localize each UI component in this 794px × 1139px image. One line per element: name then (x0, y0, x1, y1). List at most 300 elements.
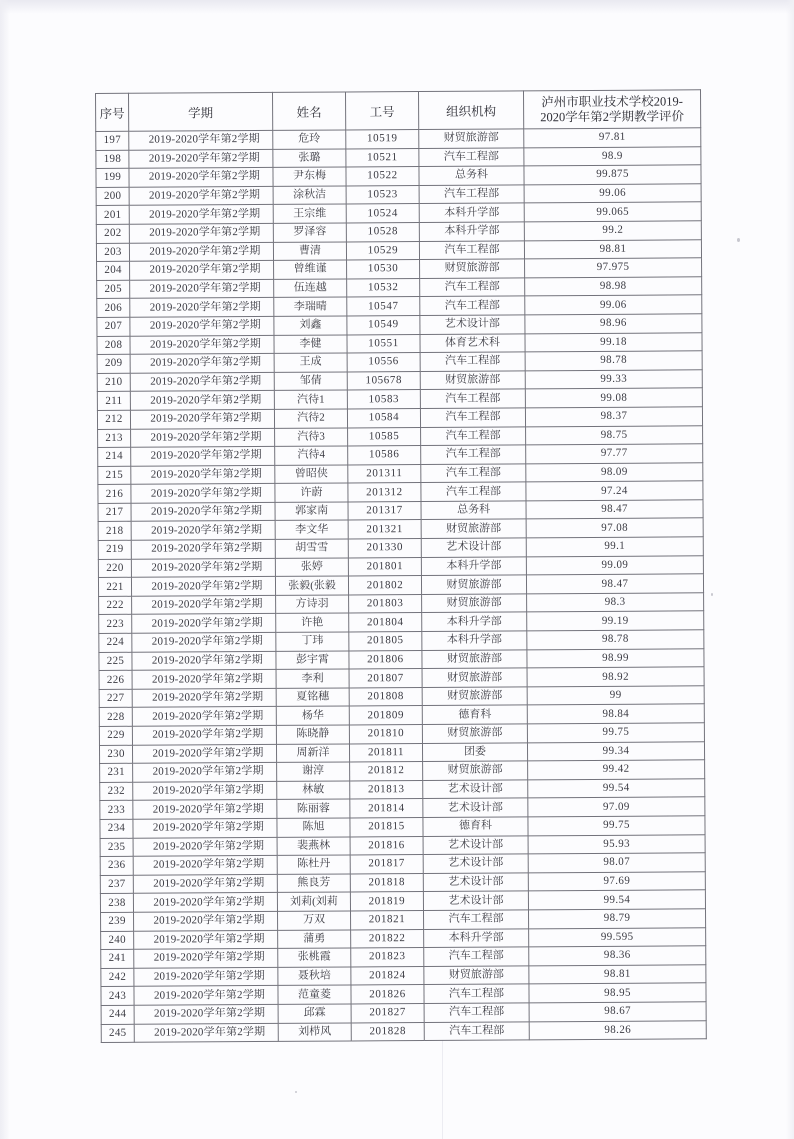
cell-semester: 2019-2020学年第2学期 (134, 930, 278, 949)
cell-id: 201812 (350, 762, 423, 781)
cell-id: 201815 (350, 817, 423, 836)
cell-id: 201805 (349, 632, 422, 651)
cell-name: 刘鑫 (274, 316, 347, 335)
cell-semester: 2019-2020学年第2学期 (133, 837, 277, 856)
cell-semester: 2019-2020学年第2学期 (129, 223, 273, 242)
cell-id: 201806 (349, 650, 422, 669)
cell-semester: 2019-2020学年第2学期 (131, 502, 275, 521)
cell-no: 232 (100, 782, 133, 801)
cell-name: 彭宇霄 (276, 651, 349, 670)
cell-id: 10524 (346, 204, 419, 223)
cell-id: 10547 (347, 297, 420, 316)
cell-score: 99.42 (528, 760, 705, 780)
cell-id: 201312 (348, 483, 421, 502)
cell-score: 98.79 (528, 909, 705, 929)
cell-score: 97.24 (526, 481, 703, 501)
cell-semester: 2019-2020学年第2学期 (131, 577, 275, 596)
table-header (96, 90, 701, 132)
cell-name: 罗泽容 (273, 223, 346, 242)
cell-score: 99.19 (527, 611, 704, 631)
cell-semester: 2019-2020学年第2学期 (133, 781, 277, 800)
cell-org: 财贸旅游部 (422, 594, 527, 613)
table-row (101, 1020, 706, 1042)
cell-semester: 2019-2020学年第2学期 (133, 800, 277, 819)
cell-no: 222 (99, 596, 132, 615)
cell-semester: 2019-2020学年第2学期 (129, 186, 273, 205)
cell-id: 201317 (348, 501, 421, 520)
cell-no: 211 (97, 392, 130, 411)
cell-score: 98.78 (525, 351, 702, 371)
cell-org: 财贸旅游部 (420, 259, 525, 278)
cell-org: 汽车工程部 (423, 910, 528, 929)
cell-org: 德育科 (422, 705, 527, 724)
cell-semester: 2019-2020学年第2学期 (132, 744, 276, 763)
cell-name: 郭家南 (275, 502, 348, 521)
cell-score: 99.54 (528, 779, 705, 799)
cell-org: 财贸旅游部 (424, 966, 529, 985)
scan-edge-top (0, 0, 794, 14)
cell-semester: 2019-2020学年第2学期 (131, 484, 275, 503)
cell-org: 财贸旅游部 (422, 687, 527, 706)
cell-id: 10523 (346, 185, 419, 204)
cell-semester: 2019-2020学年第2学期 (134, 949, 278, 968)
cell-semester: 2019-2020学年第2学期 (134, 1004, 278, 1023)
cell-no: 228 (99, 708, 132, 727)
cell-org: 汽车工程部 (424, 1003, 529, 1022)
cell-semester: 2019-2020学年第2学期 (134, 911, 278, 930)
cell-id: 201823 (351, 948, 424, 967)
cell-semester: 2019-2020学年第2学期 (129, 205, 273, 224)
cell-id: 10583 (347, 390, 420, 409)
cell-score: 99.75 (528, 816, 705, 836)
cell-no: 209 (97, 354, 130, 373)
cell-semester: 2019-2020学年第2学期 (134, 967, 278, 986)
cell-score: 97.09 (528, 797, 705, 817)
cell-no: 215 (98, 466, 131, 485)
cell-name: 邹倩 (274, 372, 347, 391)
cell-org: 财贸旅游部 (422, 649, 527, 668)
cell-score: 98.78 (527, 630, 704, 650)
cell-no: 197 (96, 131, 129, 150)
cell-score: 98.81 (529, 965, 706, 985)
cell-no: 230 (99, 745, 132, 764)
cell-no: 199 (96, 168, 129, 187)
cell-id: 201822 (351, 929, 424, 948)
cell-score: 98.96 (525, 314, 702, 334)
cell-name: 陈杜丹 (277, 855, 350, 874)
cell-org: 本科升学部 (419, 203, 524, 222)
cell-id: 201826 (351, 985, 424, 1004)
cell-org: 财贸旅游部 (423, 761, 528, 780)
cell-org: 艺术设计部 (421, 538, 526, 557)
cell-org: 体育艺术科 (420, 333, 525, 352)
cell-name: 汽待3 (275, 427, 348, 446)
cell-org: 汽车工程部 (424, 984, 529, 1003)
cell-score: 98.3 (527, 593, 704, 613)
cell-org: 汽车工程部 (421, 464, 526, 483)
cell-name: 周新洋 (276, 744, 349, 763)
cell-id: 10521 (346, 148, 419, 167)
cell-semester: 2019-2020学年第2学期 (131, 521, 275, 540)
cell-name: 林敏 (277, 781, 350, 800)
cell-name: 夏铭穗 (276, 688, 349, 707)
cell-no: 218 (98, 522, 131, 541)
cell-name: 刘栉风 (278, 1022, 351, 1041)
cell-semester: 2019-2020学年第2学期 (133, 818, 277, 837)
cell-no: 205 (97, 280, 130, 299)
cell-score: 98.36 (529, 946, 706, 966)
cell-name: 陈晓静 (276, 725, 349, 744)
cell-no: 225 (99, 652, 132, 671)
cell-org: 财贸旅游部 (421, 519, 526, 538)
cell-score: 98.47 (526, 500, 703, 520)
cell-score: 99.06 (525, 295, 702, 315)
cell-semester: 2019-2020学年第2学期 (130, 391, 274, 410)
cell-semester: 2019-2020学年第2学期 (131, 428, 275, 447)
cell-semester: 2019-2020学年第2学期 (130, 316, 274, 335)
cell-name: 曾维谨 (274, 260, 347, 279)
cell-name: 张璐 (273, 149, 346, 168)
column-header-no: 序号 (96, 93, 129, 131)
cell-score: 99.1 (526, 537, 703, 557)
cell-org: 汽车工程部 (419, 240, 524, 259)
cell-name: 危玲 (273, 130, 346, 149)
cell-id: 10529 (346, 241, 419, 260)
cell-org: 本科升学部 (424, 928, 529, 947)
cell-name: 汽待1 (274, 390, 347, 409)
cell-semester: 2019-2020学年第2学期 (131, 539, 275, 558)
cell-id: 201801 (348, 557, 421, 576)
cell-org: 汽车工程部 (421, 482, 526, 501)
cell-id: 201816 (350, 836, 423, 855)
cell-org: 汽车工程部 (419, 185, 524, 204)
cell-id: 201824 (351, 966, 424, 985)
cell-no: 229 (99, 726, 132, 745)
cell-no: 204 (97, 261, 130, 280)
cell-id: 201802 (348, 576, 421, 595)
cell-no: 234 (100, 819, 133, 838)
cell-score: 95.93 (528, 834, 705, 854)
cell-id: 10530 (347, 260, 420, 279)
cell-score: 97.69 (528, 872, 705, 892)
cell-id: 10586 (348, 446, 421, 465)
scan-edge-left (0, 0, 10, 1139)
cell-score: 97.77 (526, 444, 703, 464)
cell-org: 汽车工程部 (421, 445, 526, 464)
cell-score: 99.54 (528, 890, 705, 910)
cell-no: 203 (96, 243, 129, 262)
cell-name: 曹清 (273, 242, 346, 261)
cell-semester: 2019-2020学年第2学期 (132, 670, 276, 689)
cell-name: 许蔚 (275, 483, 348, 502)
cell-name: 蒲勇 (278, 929, 351, 948)
cell-id: 201807 (349, 669, 422, 688)
cell-id: 10585 (348, 427, 421, 446)
scan-speck (737, 238, 740, 242)
cell-semester: 2019-2020学年第2学期 (129, 168, 273, 187)
cell-id: 10528 (346, 222, 419, 241)
cell-semester: 2019-2020学年第2学期 (133, 856, 277, 875)
cell-semester: 2019-2020学年第2学期 (129, 130, 273, 149)
cell-no: 206 (97, 299, 130, 318)
cell-score: 99.875 (524, 165, 701, 185)
cell-score: 98.9 (524, 146, 701, 166)
cell-score: 97.81 (524, 128, 701, 148)
cell-name: 王宗维 (273, 204, 346, 223)
cell-org: 艺术设计部 (423, 780, 528, 799)
cell-id: 10532 (347, 278, 420, 297)
cell-semester: 2019-2020学年第2学期 (132, 725, 276, 744)
cell-no: 237 (100, 875, 133, 894)
cell-name: 李利 (276, 669, 349, 688)
cell-id: 10556 (347, 353, 420, 372)
cell-semester: 2019-2020学年第2学期 (130, 279, 274, 298)
cell-name: 杨华 (276, 706, 349, 725)
cell-org: 汽车工程部 (424, 1021, 529, 1040)
cell-id: 10551 (347, 334, 420, 353)
cell-org: 本科升学部 (421, 557, 526, 576)
cell-semester: 2019-2020学年第2学期 (129, 242, 273, 261)
cell-no: 235 (100, 838, 133, 857)
cell-semester: 2019-2020学年第2学期 (131, 447, 275, 466)
cell-no: 201 (96, 206, 129, 225)
cell-no: 214 (98, 447, 131, 466)
cell-name: 陈丽蓉 (277, 799, 350, 818)
cell-no: 240 (101, 931, 134, 950)
cell-semester: 2019-2020学年第2学期 (132, 614, 276, 633)
cell-score: 98.95 (529, 983, 706, 1003)
cell-semester: 2019-2020学年第2学期 (129, 149, 273, 168)
cell-id: 201804 (349, 613, 422, 632)
cell-score: 98.84 (527, 704, 704, 724)
cell-semester: 2019-2020学年第2学期 (132, 651, 276, 670)
cell-org: 财贸旅游部 (422, 668, 527, 687)
column-header-org: 组织机构 (418, 91, 523, 130)
cell-name: 张桃霞 (278, 948, 351, 967)
cell-score: 98.98 (525, 277, 702, 297)
cell-no: 198 (96, 150, 129, 169)
cell-score: 98.37 (525, 407, 702, 427)
cell-score: 97.08 (526, 518, 703, 538)
cell-semester: 2019-2020学年第2学期 (130, 372, 274, 391)
cell-no: 233 (100, 801, 133, 820)
cell-semester: 2019-2020学年第2学期 (132, 595, 276, 614)
cell-org: 汽车工程部 (420, 278, 525, 297)
cell-score: 98.81 (524, 239, 701, 259)
cell-name: 聂秋培 (278, 967, 351, 986)
cell-name: 丁玮 (276, 632, 349, 651)
cell-score: 98.92 (527, 667, 704, 687)
cell-no: 200 (96, 187, 129, 206)
cell-no: 221 (98, 578, 131, 597)
cell-org: 本科升学部 (422, 612, 527, 631)
evaluation-header-line2: 2020学年第2学期教学评价 (540, 108, 685, 124)
cell-id: 201819 (350, 892, 423, 911)
cell-semester: 2019-2020学年第2学期 (132, 632, 276, 651)
cell-no: 231 (100, 763, 133, 782)
cell-org: 艺术设计部 (423, 891, 528, 910)
cell-id: 10519 (346, 130, 419, 149)
cell-score: 98.99 (527, 648, 704, 668)
cell-org: 总务科 (419, 166, 524, 185)
cell-id: 201818 (350, 873, 423, 892)
cell-no: 227 (99, 689, 132, 708)
cell-org: 本科升学部 (419, 222, 524, 241)
cell-no: 217 (98, 503, 131, 522)
cell-no: 224 (99, 633, 132, 652)
cell-org: 艺术设计部 (423, 798, 528, 817)
cell-name: 王成 (274, 353, 347, 372)
cell-org: 本科升学部 (422, 631, 527, 650)
cell-name: 李健 (274, 334, 347, 353)
cell-name: 汽待2 (274, 409, 347, 428)
cell-semester: 2019-2020学年第2学期 (134, 986, 278, 1005)
cell-id: 10549 (347, 315, 420, 334)
cell-org: 团委 (422, 742, 527, 761)
cell-name: 邱霖 (278, 1004, 351, 1023)
cell-id: 201813 (350, 780, 423, 799)
cell-name: 裴燕林 (277, 837, 350, 856)
cell-name: 李瑞晴 (274, 297, 347, 316)
cell-no: 226 (99, 671, 132, 690)
cell-id: 201817 (350, 855, 423, 874)
cell-org: 总务科 (421, 501, 526, 520)
cell-org: 汽车工程部 (420, 296, 525, 315)
cell-no: 208 (97, 336, 130, 355)
cell-semester: 2019-2020学年第2学期 (134, 1023, 278, 1042)
cell-org: 汽车工程部 (421, 426, 526, 445)
scan-edge-right (786, 0, 794, 1139)
cell-score: 99.595 (529, 927, 706, 947)
cell-semester: 2019-2020学年第2学期 (132, 688, 276, 707)
cell-name: 伍连越 (274, 279, 347, 298)
cell-no: 243 (101, 987, 134, 1006)
cell-score: 97.975 (525, 258, 702, 278)
cell-semester: 2019-2020学年第2学期 (133, 893, 277, 912)
scan-speck (711, 593, 713, 596)
cell-no: 223 (99, 615, 132, 634)
cell-score: 98.07 (528, 853, 705, 873)
cell-score: 99.09 (526, 555, 703, 575)
cell-id: 201810 (349, 725, 422, 744)
cell-no: 244 (101, 1005, 134, 1024)
cell-org: 财贸旅游部 (419, 129, 524, 148)
cell-org: 汽车工程部 (420, 408, 525, 427)
cell-semester: 2019-2020学年第2学期 (131, 465, 275, 484)
cell-score: 98.67 (529, 1002, 706, 1022)
cell-name: 谢淳 (277, 762, 350, 781)
cell-id: 201828 (351, 1022, 424, 1041)
cell-org: 财贸旅游部 (422, 724, 527, 743)
cell-no: 238 (100, 894, 133, 913)
header-row (96, 90, 701, 132)
cell-id: 201821 (351, 910, 424, 929)
cell-score: 98.47 (526, 574, 703, 594)
cell-semester: 2019-2020学年第2学期 (130, 335, 274, 354)
cell-no: 216 (98, 485, 131, 504)
cell-semester: 2019-2020学年第2学期 (133, 874, 277, 893)
cell-name: 陈旭 (277, 818, 350, 837)
cell-score: 99 (527, 686, 704, 706)
column-header-semester: 学期 (129, 92, 273, 131)
cell-id: 201803 (349, 594, 422, 613)
column-header-evaluation (523, 90, 700, 129)
cell-name: 曾昭侠 (275, 465, 348, 484)
scan-fold-line (442, 1040, 443, 1139)
cell-no: 213 (98, 429, 131, 448)
cell-no: 241 (101, 949, 134, 968)
cell-id: 201811 (349, 743, 422, 762)
cell-org: 艺术设计部 (423, 835, 528, 854)
column-header-id: 工号 (345, 92, 418, 130)
cell-score: 99.18 (525, 332, 702, 352)
cell-semester: 2019-2020学年第2学期 (130, 298, 274, 317)
cell-score: 99.06 (524, 184, 701, 204)
cell-semester: 2019-2020学年第2学期 (132, 707, 276, 726)
cell-id: 201827 (351, 1003, 424, 1022)
cell-name: 张婷 (275, 558, 348, 577)
cell-id: 201809 (349, 706, 422, 725)
cell-no: 239 (101, 912, 134, 931)
cell-name: 范童菱 (278, 985, 351, 1004)
cell-name: 张毅(张毅 (275, 576, 348, 595)
cell-org: 艺术设计部 (423, 854, 528, 873)
cell-no: 212 (97, 410, 130, 429)
table-body (96, 128, 707, 1043)
cell-name: 涂秋洁 (273, 186, 346, 205)
cell-score: 99.065 (524, 202, 701, 222)
cell-id: 10522 (346, 167, 419, 186)
cell-org: 汽车工程部 (420, 352, 525, 371)
cell-score: 99.75 (527, 723, 704, 743)
cell-org: 财贸旅游部 (420, 371, 525, 390)
cell-semester: 2019-2020学年第2学期 (130, 409, 274, 428)
cell-name: 胡雪雪 (275, 539, 348, 558)
cell-score: 99.08 (525, 388, 702, 408)
cell-id: 105678 (347, 371, 420, 390)
cell-id: 10584 (347, 408, 420, 427)
cell-no: 242 (101, 968, 134, 987)
cell-id: 201321 (348, 520, 421, 539)
cell-name: 万双 (278, 911, 351, 930)
evaluation-table (95, 89, 707, 1043)
cell-no: 220 (98, 559, 131, 578)
cell-score: 98.09 (526, 462, 703, 482)
cell-no: 236 (100, 856, 133, 875)
cell-org: 汽车工程部 (420, 389, 525, 408)
cell-score: 99.34 (527, 741, 704, 761)
cell-org: 艺术设计部 (423, 873, 528, 892)
cell-score: 98.26 (529, 1020, 706, 1040)
cell-semester: 2019-2020学年第2学期 (133, 763, 277, 782)
cell-score: 99.2 (524, 221, 701, 241)
cell-no: 245 (101, 1024, 134, 1043)
cell-org: 财贸旅游部 (421, 575, 526, 594)
cell-score: 98.75 (526, 425, 703, 445)
cell-semester: 2019-2020学年第2学期 (131, 558, 275, 577)
cell-no: 207 (97, 317, 130, 336)
cell-org: 艺术设计部 (420, 315, 525, 334)
cell-org: 汽车工程部 (419, 147, 524, 166)
cell-name: 刘莉(刘莉 (277, 892, 350, 911)
cell-org: 汽车工程部 (424, 947, 529, 966)
cell-id: 201330 (348, 539, 421, 558)
column-header-name: 姓名 (272, 92, 345, 130)
cell-org: 德育科 (423, 817, 528, 836)
cell-no: 202 (96, 224, 129, 243)
cell-name: 熊良芳 (277, 874, 350, 893)
cell-name: 尹东梅 (273, 167, 346, 186)
